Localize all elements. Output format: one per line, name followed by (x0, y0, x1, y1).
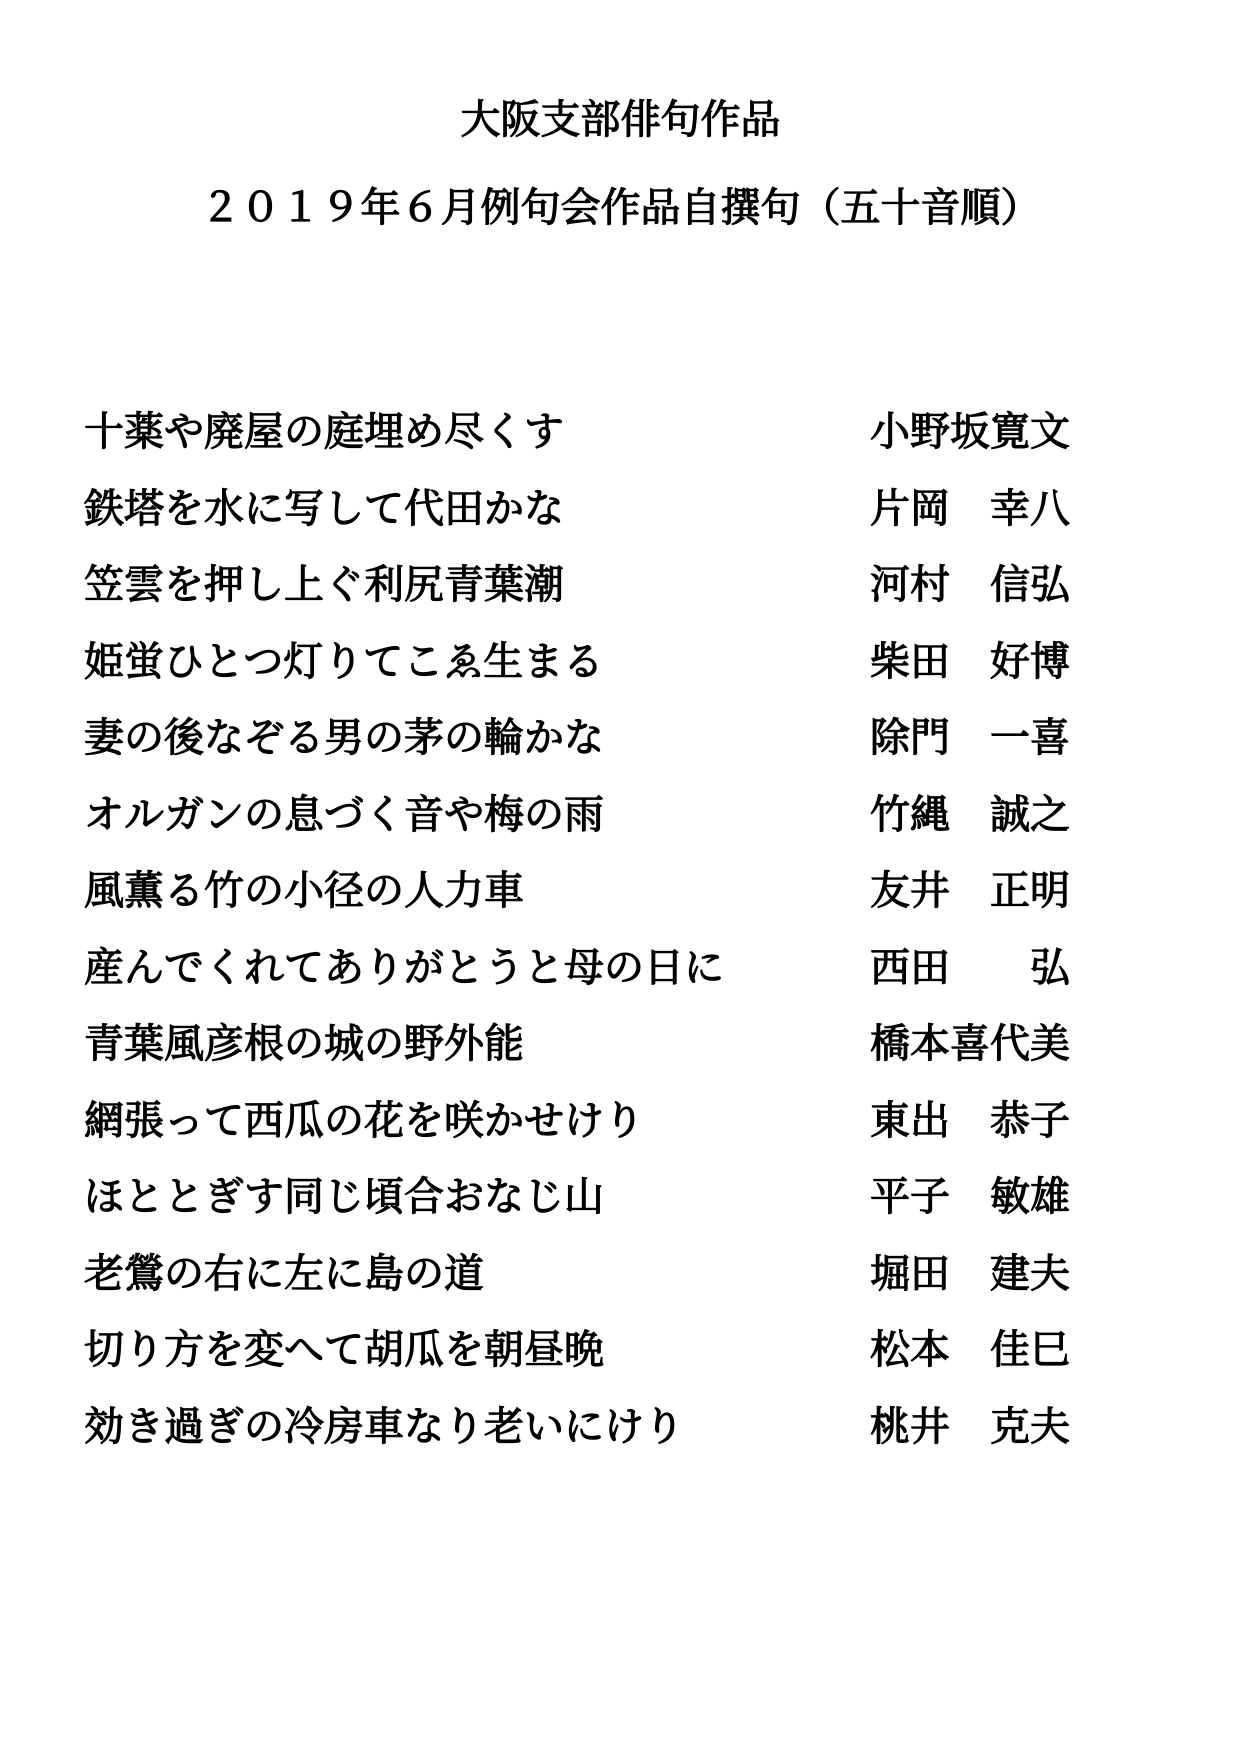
haiku-row (84, 1249, 1124, 1329)
haiku-text: 風薫る竹の小径の人力車 (84, 867, 524, 914)
haiku-row (84, 637, 1124, 717)
haiku-author: 河村 信弘 (870, 561, 1070, 608)
haiku-row (84, 1175, 1124, 1252)
haiku-text: オルガンの息づく音や梅の雨 (84, 790, 604, 838)
haiku-text: 効き過ぎの冷房車なり老いにけり (84, 1402, 684, 1450)
haiku-row (84, 1096, 1124, 1176)
haiku-author: 友井 正明 (870, 867, 1070, 914)
page-title: 大阪支部俳句作品 (460, 96, 781, 143)
header (0, 96, 1241, 231)
haiku-row (84, 790, 1124, 870)
haiku-text: 笠雲を押し上ぐ利尻青葉潮 (84, 561, 564, 608)
haiku-author: 竹縄 誠之 (870, 790, 1070, 838)
haiku-author: 橋本喜代美 (870, 1020, 1070, 1067)
haiku-row (84, 943, 1124, 1023)
haiku-row (84, 1022, 1124, 1099)
haiku-text: 青葉風彦根の城の野外能 (84, 1020, 524, 1067)
haiku-author: 西田 弘 (870, 943, 1070, 991)
haiku-author: 堀田 建夫 (870, 1249, 1070, 1297)
haiku-text: 鉄塔を水に写して代田かな (84, 484, 564, 532)
haiku-author: 柴田 好博 (870, 637, 1070, 685)
haiku-row (84, 484, 1124, 564)
haiku-text: 十薬や廃屋の庭埋め尽くす (84, 408, 564, 455)
haiku-author: 松本 佳巳 (870, 1326, 1070, 1373)
haiku-author: 平子 敏雄 (870, 1173, 1070, 1220)
haiku-author: 東出 恭子 (870, 1096, 1070, 1144)
haiku-row (84, 869, 1124, 946)
haiku-row (84, 716, 1124, 793)
haiku-text: 老鶯の右に左に島の道 (84, 1249, 484, 1297)
haiku-row (84, 1402, 1124, 1482)
haiku-text: ほととぎす同じ頃合おなじ山 (84, 1173, 604, 1220)
haiku-text: 姫蛍ひとつ灯りてこゑ生まる (84, 637, 604, 685)
page-subtitle: ２０１９年６月例句会作品自撰句（五十音順） (200, 184, 1041, 231)
haiku-author: 除門 一喜 (870, 714, 1070, 761)
haiku-text: 産んでくれてありがとうと母の日に (84, 943, 724, 991)
haiku-row (84, 410, 1124, 487)
haiku-text: 妻の後なぞる男の茅の輪かな (84, 714, 604, 761)
haiku-author: 桃井 克夫 (870, 1402, 1070, 1450)
haiku-text: 網張って西瓜の花を咲かせけり (84, 1096, 644, 1144)
haiku-author: 片岡 幸八 (870, 484, 1070, 532)
haiku-row (84, 1328, 1124, 1405)
haiku-text: 切り方を変へて胡瓜を朝昼晩 (84, 1326, 604, 1373)
haiku-author: 小野坂寛文 (870, 408, 1070, 455)
haiku-row (84, 563, 1124, 640)
haiku-list (84, 410, 1124, 1481)
